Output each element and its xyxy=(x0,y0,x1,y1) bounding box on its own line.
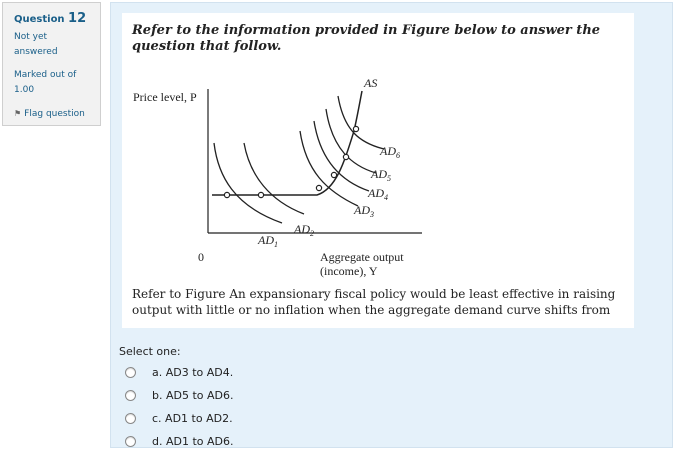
equilibrium-point-3 xyxy=(316,185,321,190)
option-c-letter: c. xyxy=(152,411,162,425)
option-d-text: AD1 to AD6. xyxy=(165,434,234,448)
question-label: Question xyxy=(14,14,65,25)
ad6-label: $AD_6$ xyxy=(380,144,400,160)
as-label: AS xyxy=(364,76,378,90)
ad1-label: $AD_1$ xyxy=(258,233,278,249)
question-body-text: Refer to Figure An expansionary fiscal policy would be least effective in raising output with little or no inflation when the aggregate demand curve shifts from xyxy=(132,287,616,317)
ad2-curve xyxy=(244,143,304,214)
answer-option-a[interactable] xyxy=(125,364,233,380)
ad3-label: $AD_3$ xyxy=(354,203,374,219)
answer-option-b[interactable] xyxy=(125,387,234,403)
radio-c[interactable] xyxy=(125,413,136,424)
answer-option-c[interactable] xyxy=(125,410,233,426)
question-info-panel xyxy=(2,2,101,126)
question-state: Not yet answered xyxy=(14,32,58,57)
ad1-curve xyxy=(214,143,282,223)
as-curve xyxy=(212,91,362,195)
equilibrium-point-5 xyxy=(343,154,348,159)
marked-out-of-label: Marked out of xyxy=(14,70,77,80)
question-prompt: Refer to the information provided in Figure below to answer the question that follow. xyxy=(132,23,601,54)
mark-value: 1.00 xyxy=(14,85,35,95)
x-axis-label-line2: (income), Y xyxy=(320,264,378,278)
equilibrium-point-4 xyxy=(331,172,336,177)
ad5-label: $AD_5$ xyxy=(371,167,391,183)
option-a-letter: a. xyxy=(152,365,163,379)
ad4-label: $AD_4$ xyxy=(368,186,388,202)
radio-d[interactable] xyxy=(125,436,136,447)
y-axis-label: Price level, P xyxy=(133,90,197,104)
flag-icon: ⚑ xyxy=(14,109,22,118)
option-b-text: AD5 to AD6. xyxy=(165,388,234,402)
ad-as-figure xyxy=(122,71,634,286)
equilibrium-point-2 xyxy=(258,192,263,197)
origin-label: 0 xyxy=(198,250,204,264)
select-one-label: Select one: xyxy=(119,345,181,358)
ad2-label: $AD_2$ xyxy=(294,222,314,238)
flag-question-link[interactable] xyxy=(14,109,100,119)
question-number-heading xyxy=(14,11,100,26)
radio-a[interactable] xyxy=(125,367,136,378)
question-grade xyxy=(14,68,100,98)
option-d-letter: d. xyxy=(152,434,163,448)
x-axis-label: Aggregate output xyxy=(320,250,404,264)
ad6-curve xyxy=(338,96,384,149)
question-number: 12 xyxy=(68,11,87,26)
question-content-panel xyxy=(110,2,673,448)
equilibrium-point-1 xyxy=(224,192,229,197)
radio-b[interactable] xyxy=(125,390,136,401)
option-b-letter: b. xyxy=(152,388,163,402)
option-a-text: AD3 to AD4. xyxy=(165,365,234,379)
question-text-box xyxy=(122,13,634,328)
option-c-text: AD1 to AD2. xyxy=(165,411,233,425)
flag-question-label: Flag question xyxy=(24,109,85,119)
equilibrium-point-6 xyxy=(353,126,358,131)
answer-option-d[interactable] xyxy=(125,433,234,449)
